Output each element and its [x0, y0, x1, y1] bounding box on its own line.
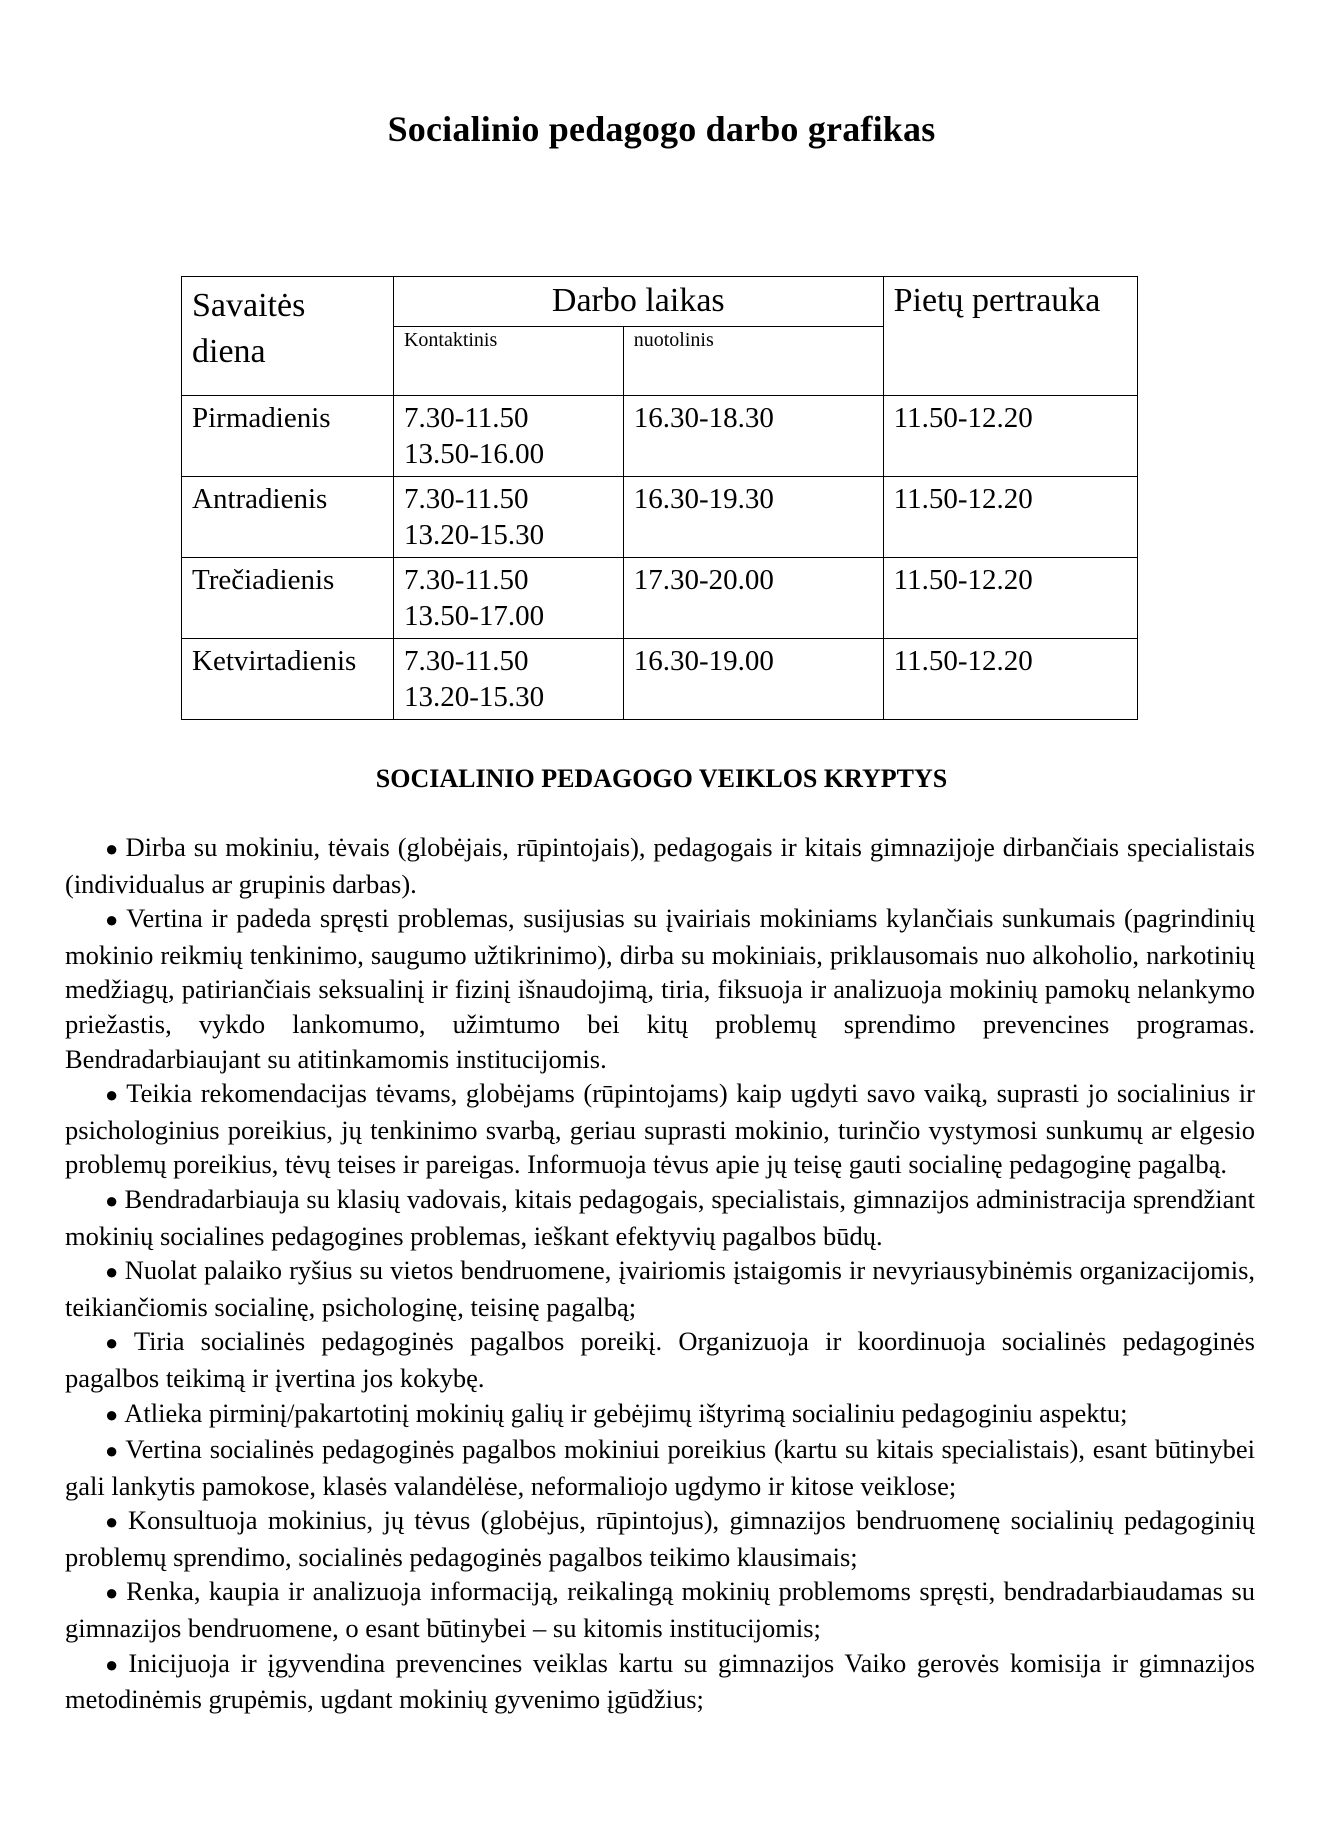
list-item — [65, 1646, 1255, 1717]
list-item-text: Tiria socialinės pedagoginės pagalbos poreikį. Organizuoja ir koordinuoja socialinės pedagoginės pagalbos teikimą ir įvertina jos kokybę. — [65, 1326, 1255, 1393]
header-day — [182, 277, 394, 396]
list-item — [65, 1503, 1255, 1574]
kontaktinis-time-1: 7.30-11.50 — [403, 645, 529, 677]
list-item — [65, 830, 1255, 901]
list-item-text: Inicijuoja ir įgyvendina prevencines veiklas kartu su gimnazijos Vaiko gerovės komisija ir gimnazijos metodinėmis grupėmis, ugdant mokinių gyvenimo įgūdžius; — [65, 1647, 1255, 1715]
bullet-icon: ● — [105, 1580, 121, 1606]
section-title: SOCIALINIO PEDAGOGO VEIKLOS KRYPTYS — [375, 764, 948, 793]
list-item — [65, 901, 1255, 1076]
header-nuotolinis: nuotolinis — [623, 327, 883, 396]
list-item — [65, 1324, 1255, 1395]
row-nuotolinis: 16.30-19.30 — [623, 477, 883, 558]
bullet-icon: ● — [105, 1651, 123, 1677]
row-day: Trečiadienis — [182, 558, 394, 639]
kontaktinis-time-2: 13.50-17.00 — [403, 600, 545, 632]
row-kontaktinis — [393, 477, 623, 558]
kontaktinis-time-2: 13.20-15.30 — [403, 519, 545, 551]
list-item-text: Teikia rekomendacijas tėvams, globėjams (rūpintojams) kaip ugdyti savo vaiką, suprasti jo socialinius ir psichologinius poreikius, jų tenkinimo svarbą, geriau suprasti mokinio, turinčio vystymosi sunkumų ar elgesio problemų poreikius, tėvų teises ir pareigas. Informuoja tėvus apie jų teisę gauti socialinę pedagoginę pagalbą. — [65, 1078, 1255, 1180]
list-item — [65, 1396, 1255, 1433]
row-pietus: 11.50-12.20 — [883, 639, 1137, 720]
list-item — [65, 1076, 1255, 1182]
list-item — [65, 1182, 1255, 1253]
bullet-icon: ● — [105, 1401, 119, 1427]
list-item-text: Vertina ir padeda spręsti problemas, susijusias su įvairiais mokiniams kylančiais sunkumais (pagrindinių mokinio reikmių tenkinimo, saugumo užtikrinimo), dirba su mokiniais, priklausomais nuo alkoholio, narkotinių medžiagų, patiriančiais seksualinį ir fizinį išnaudojimą, tiria, fiksuoja ir analizuoja mokinių pamokų nelankymo priežastis, vykdo lankomumo, užimtumo bei kitų problemų sprendimo prevencines programas. Bendradarbiaujant su atitinkamomis institucijomis. — [65, 903, 1255, 1074]
kontaktinis-time-1: 7.30-11.50 — [403, 483, 529, 515]
page-title: Socialinio pedagogo darbo grafikas — [387, 109, 936, 149]
row-nuotolinis: 16.30-18.30 — [623, 396, 883, 477]
table-row — [182, 558, 1138, 639]
list-item — [65, 1253, 1255, 1324]
bullet-icon: ● — [105, 1330, 128, 1356]
kontaktinis-time-1: 7.30-11.50 — [403, 564, 529, 596]
list-item-text: Vertina socialinės pedagoginės pagalbos mokiniui poreikius (kartu su kitais specialistais), esant būtinybei gali lankytis pamokose, klasės valandėlėse, neformaliojo ugdymo ir kitose veiklose; — [65, 1434, 1255, 1501]
header-pietu-pertrauka: Pietų pertrauka — [883, 277, 1137, 396]
bullet-icon: ● — [105, 1082, 121, 1108]
header-day-line1: Savaitės — [192, 287, 306, 324]
row-kontaktinis — [393, 396, 623, 477]
row-nuotolinis: 17.30-20.00 — [623, 558, 883, 639]
kontaktinis-time-1: 7.30-11.50 — [403, 402, 529, 434]
table-row — [182, 639, 1138, 720]
list-item-text: Renka, kaupia ir analizuoja informaciją, reikalingą mokinių problemoms spręsti, bendradarbiaudamas su gimnazijos bendruomene, o esant būtinybei – su kitomis institucijomis; — [65, 1576, 1256, 1644]
table-header-row — [182, 277, 1138, 327]
header-darbo-laikas: Darbo laikas — [393, 277, 883, 327]
header-kontaktinis: Kontaktinis — [393, 327, 623, 396]
list-item — [65, 1432, 1255, 1503]
bullet-icon: ● — [105, 1438, 120, 1464]
schedule-table — [181, 276, 1138, 720]
header-day-line2: diena — [192, 333, 266, 370]
row-day: Antradienis — [182, 477, 394, 558]
row-pietus: 11.50-12.20 — [883, 558, 1137, 639]
activity-list — [65, 830, 1255, 1717]
list-item-text: Atlieka pirminį/pakartotinį mokinių galių ir gebėjimų ištyrimą socialiniu pedagoginiu aspektu; — [124, 1397, 1128, 1428]
row-pietus: 11.50-12.20 — [883, 396, 1137, 477]
row-kontaktinis — [393, 639, 623, 720]
bullet-icon: ● — [105, 836, 120, 861]
row-pietus: 11.50-12.20 — [883, 477, 1137, 558]
row-day: Pirmadienis — [182, 396, 394, 477]
row-nuotolinis: 16.30-19.00 — [623, 639, 883, 720]
row-kontaktinis — [393, 558, 623, 639]
table-row — [182, 396, 1138, 477]
list-item-text: Konsultuoja mokinius, jų tėvus (globėjus, rūpintojus), gimnazijos bendruomenę socialinių pedagoginių problemų sprendimo, socialinės pedagoginės pagalbos teikimo klausimais; — [65, 1505, 1255, 1572]
list-item-text: Dirba su mokiniu, tėvais (globėjais, rūpintojais), pedagogais ir kitais gimnazijoje dirbančiais specialistais (individualus ar grupinis darbas). — [65, 832, 1255, 899]
bullet-icon: ● — [105, 907, 121, 933]
bullet-icon: ● — [105, 1259, 119, 1285]
kontaktinis-time-2: 13.20-15.30 — [403, 681, 545, 713]
list-item — [65, 1574, 1255, 1645]
list-item-text: Nuolat palaiko ryšius su vietos bendruomene, įvairiomis įstaigomis ir nevyriausybinėmis organizacijomis, teikiančiomis socialinę, psichologinę, teisinę pagalbą; — [65, 1255, 1256, 1322]
bullet-icon: ● — [105, 1509, 122, 1535]
kontaktinis-time-2: 13.50-16.00 — [403, 438, 545, 470]
row-day: Ketvirtadienis — [182, 639, 394, 720]
list-item-text: Bendradarbiauja su klasių vadovais, kitais pedagogais, specialistais, gimnazijos administracija sprendžiant mokinių socialines pedagogines problemas, ieškant efektyvių pagalbos būdų. — [65, 1183, 1256, 1251]
table-row — [182, 477, 1138, 558]
bullet-icon: ● — [105, 1187, 119, 1213]
